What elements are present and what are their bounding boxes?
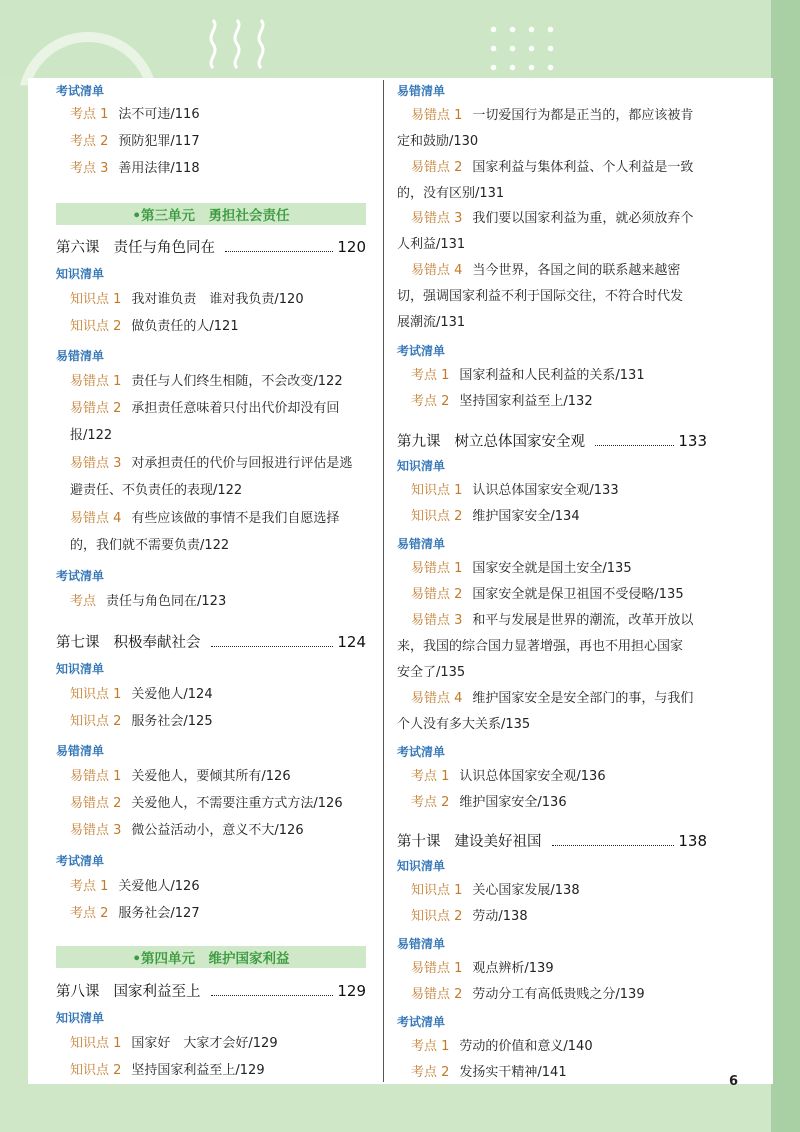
toc-entry[interactable]: 考点 1 劳动的价值和意义/140 [411,1039,593,1054]
toc-entry[interactable]: 易错点 1 观点辨析/139 [411,961,554,976]
leader-dots [211,995,334,996]
toc-entry-continued[interactable]: 人利益/131 [397,237,466,252]
leader-dots [595,445,674,446]
toc-entry-continued[interactable]: 展潮流/131 [397,315,466,330]
toc-entry[interactable]: 易错点 1 一切爱国行为都是正当的，都应该被肯 [411,108,694,123]
toc-entry[interactable]: 知识点 1 认识总体国家安全观/133 [411,483,619,498]
toc-entry[interactable]: 考点 1 关爱他人/126 [70,879,200,894]
section-label-exam: 考试清单 [56,854,105,868]
toc-entry[interactable]: 易错点 4 当今世界，各国之间的联系越来越密 [411,263,681,278]
toc-entry[interactable]: 知识点 1 关心国家发展/138 [411,883,580,898]
toc-entry[interactable]: 知识点 1 我对谁负责 谁对我负责/120 [70,292,304,307]
lesson-page-number: 120 [337,238,366,256]
section-label-exam: 考试清单 [397,344,446,358]
toc-entry[interactable]: 考点 3 善用法律/118 [70,161,200,176]
toc-entry-continued[interactable]: 报/122 [70,428,113,443]
lesson-page-number: 138 [678,832,707,850]
leader-dots [552,845,675,846]
lesson-title: 建设美好祖国 [454,834,542,850]
leader-dots [211,646,334,647]
lesson-title: 国家利益至上 [113,984,201,1000]
lesson-label: 第八课 [56,984,100,1000]
toc-entry[interactable]: 知识点 2 服务社会/125 [70,714,213,729]
toc-entry[interactable]: 知识点 2 劳动/138 [411,909,528,924]
lesson-page-number: 124 [337,633,366,651]
toc-entry-continued[interactable]: 避责任、不负责任的表现/122 [70,483,243,498]
lesson-title: 树立总体国家安全观 [454,434,585,450]
section-label-exam: 考试清单 [56,84,105,98]
section-label-errors: 易错清单 [56,744,105,758]
toc-entry[interactable]: 易错点 2 关爱他人，不需要注重方式方法/126 [70,796,343,811]
toc-entry-continued[interactable]: 定和鼓励/130 [397,134,479,149]
toc-entry[interactable]: 知识点 2 做负责任的人/121 [70,319,239,334]
wave-decoration [254,18,268,70]
page-edge [771,0,800,1132]
toc-entry[interactable]: 考点 责任与角色同在/123 [70,594,227,609]
toc-entry[interactable]: 知识点 2 维护国家安全/134 [411,509,580,524]
toc-entry[interactable]: 易错点 2 国家安全就是保卫祖国不受侵略/135 [411,587,684,602]
toc-entry[interactable]: 知识点 1 国家好 大家才会好/129 [70,1036,278,1051]
section-label-knowledge: 知识清单 [56,1011,105,1025]
toc-entry[interactable]: 考点 2 坚持国家利益至上/132 [411,394,593,409]
section-label-errors: 易错清单 [397,537,446,551]
section-label-knowledge: 知识清单 [56,662,105,676]
column-divider [383,80,384,1082]
toc-entry[interactable]: 易错点 3 和平与发展是世界的潮流，改革开放以 [411,613,694,628]
toc-entry[interactable]: 考点 2 维护国家安全/136 [411,795,567,810]
toc-entry[interactable]: 易错点 4 有些应该做的事情不是我们自愿选择 [70,511,340,526]
section-label-exam: 考试清单 [56,569,105,583]
toc-entry[interactable]: 易错点 1 国家安全就是国土安全/135 [411,561,632,576]
section-label-knowledge: 知识清单 [56,267,105,281]
lesson-heading[interactable] [56,980,366,1001]
lesson-heading[interactable] [56,631,366,652]
unit-banner [56,946,366,968]
lesson-label: 第六课 [56,240,100,256]
lesson-heading[interactable] [56,236,366,257]
toc-entry[interactable]: 考点 2 预防犯罪/117 [70,134,200,149]
toc-entry[interactable]: 易错点 1 关爱他人，要倾其所有/126 [70,769,291,784]
lesson-heading[interactable] [397,430,707,451]
toc-entry-continued[interactable]: 的，我们就不需要负责/122 [70,538,230,553]
section-label-exam: 考试清单 [397,1015,446,1029]
toc-entry-continued[interactable]: 个人没有多大关系/135 [397,717,531,732]
toc-entry[interactable]: 考点 1 国家利益和人民利益的关系/131 [411,368,645,383]
page-number: 6 [729,1074,739,1089]
toc-entry-continued[interactable]: 的，没有区别/131 [397,186,505,201]
unit-title: •第三单元 勇担社会责任 [132,208,290,224]
lesson-title: 责任与角色同在 [113,240,215,256]
lesson-label: 第九课 [397,434,441,450]
section-label-errors: 易错清单 [397,937,446,951]
wave-decoration [206,18,220,70]
toc-entry[interactable]: 知识点 2 坚持国家利益至上/129 [70,1063,265,1078]
toc-entry[interactable]: 易错点 3 微公益活动小，意义不大/126 [70,823,304,838]
toc-entry[interactable]: 知识点 1 关爱他人/124 [70,687,213,702]
toc-entry[interactable]: 易错点 4 维护国家安全是安全部门的事，与我们 [411,691,694,706]
section-label-exam: 考试清单 [397,745,446,759]
toc-entry[interactable]: 易错点 3 对承担责任的代价与回报进行评估是逃 [70,456,353,471]
toc-entry-continued[interactable]: 安全了/135 [397,665,466,680]
leader-dots [225,251,333,252]
unit-banner [56,203,366,225]
section-label-errors: 易错清单 [397,84,446,98]
wave-decoration [230,18,244,70]
toc-entry[interactable]: 易错点 3 我们要以国家利益为重，就必须放弃个 [411,211,694,226]
lesson-heading[interactable] [397,830,707,851]
toc-entry-continued[interactable]: 切，强调国家利益不利于国际交往，不符合时代发 [397,289,684,304]
lesson-page-number: 129 [337,982,366,1000]
section-label-knowledge: 知识清单 [397,459,446,473]
section-label-errors: 易错清单 [56,349,105,363]
toc-entry[interactable]: 易错点 2 承担责任意味着只付出代价却没有回 [70,401,340,416]
toc-entry-continued[interactable]: 来，我国的综合国力显著增强，再也不用担心国家 [397,639,684,654]
toc-entry[interactable]: 考点 2 发扬实干精神/141 [411,1065,567,1080]
toc-entry[interactable]: 考点 1 认识总体国家安全观/136 [411,769,606,784]
unit-title: •第四单元 维护国家利益 [132,951,290,967]
lesson-page-number: 133 [678,432,707,450]
lesson-title: 积极奉献社会 [113,635,201,651]
dot-grid-decoration [484,20,562,80]
toc-entry[interactable]: 考点 1 法不可违/116 [70,107,200,122]
lesson-label: 第七课 [56,635,100,651]
toc-entry[interactable]: 易错点 2 国家利益与集体利益、个人利益是一致 [411,160,694,175]
toc-entry[interactable]: 考点 2 服务社会/127 [70,906,200,921]
toc-entry[interactable]: 易错点 2 劳动分工有高低贵贱之分/139 [411,987,645,1002]
toc-entry[interactable]: 易错点 1 责任与人们终生相随，不会改变/122 [70,374,343,389]
section-label-knowledge: 知识清单 [397,859,446,873]
lesson-label: 第十课 [397,834,441,850]
